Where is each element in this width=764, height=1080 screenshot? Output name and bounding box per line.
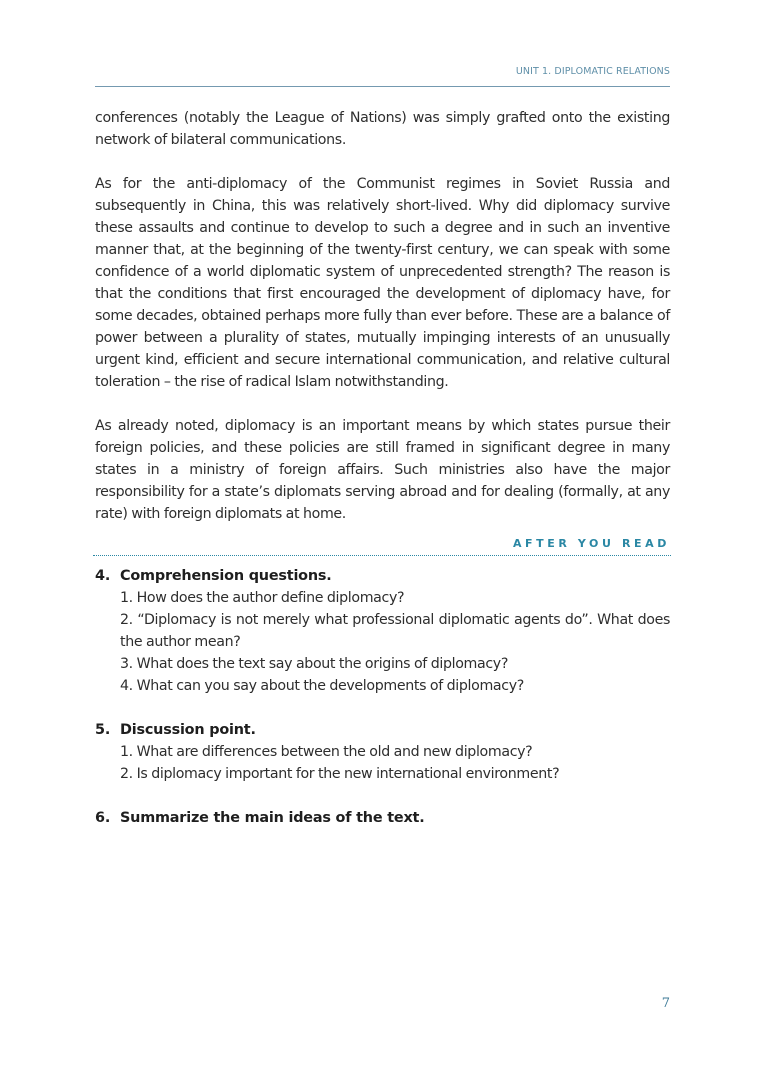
task-comprehension: [95, 565, 670, 697]
question-item: 1. What are differences between the old and new diplomacy?: [120, 744, 533, 760]
question-list: [120, 741, 670, 785]
body-text: [95, 107, 670, 547]
page-number: 7: [661, 996, 670, 1011]
task-heading: [95, 719, 670, 741]
task-summarize: [95, 807, 670, 829]
question-item: 4. What can you say about the developments of diplomacy?: [120, 678, 524, 694]
question-item: 1. How does the author define diplomacy?: [120, 590, 405, 606]
paragraph: conferences (notably the League of Nations) was simply grafted onto the existing network of bilateral communications.: [95, 110, 670, 148]
task-title: Discussion point.: [120, 722, 256, 738]
running-header: UNIT 1. DIPLOMATIC RELATIONS: [515, 66, 670, 77]
task-discussion: [95, 719, 670, 785]
task-number: 5.: [95, 722, 111, 738]
question-item: 2. Is diplomacy important for the new international environment?: [120, 766, 560, 782]
question-item: 3. What does the text say about the origins of diplomacy?: [120, 656, 509, 672]
question-item: 2. “Diplomacy is not merely what professional diplomatic agents do”. What does the author mean?: [120, 612, 670, 650]
paragraph: As already noted, diplomacy is an important means by which states pursue their foreign policies, and these policies are still framed in significant degree in many states in a ministry of foreign affairs. Such ministries also have the major responsibility for a state’s diplomats serving abroad and for dealing (formally, at any rate) with foreign diplomats at home.: [95, 418, 670, 522]
question-list: [120, 587, 670, 697]
dotted-divider: [93, 555, 671, 556]
task-title: Summarize the main ideas of the text.: [120, 810, 425, 826]
task-heading: [95, 565, 670, 587]
header-divider: [95, 86, 670, 87]
paragraph: As for the anti-diplomacy of the Communist regimes in Soviet Russia and subsequently in China, this was relatively short-lived. Why did diplomacy survive these assaults and continue to develop to such a degree and in such an inventive manner that, at the beginning of the twenty-first century, we can speak with some confidence of a world diplomatic system of unprecedented strength? The reason is that the conditions that first encouraged the development of diplomacy have, for some decades, obtained perhaps more fully than ever before. These are a balance of power between a plurality of states, mutually impinging interests of an unusually urgent kind, efficient and secure international communication, and relative cultural toleration – the rise of radical Islam notwithstanding.: [95, 176, 670, 390]
task-number: 6.: [95, 810, 111, 826]
task-number: 4.: [95, 568, 111, 584]
task-heading: [95, 807, 670, 829]
task-title: Comprehension questions.: [120, 568, 332, 584]
after-you-read-heading: AFTER YOU READ: [512, 537, 670, 550]
task-list: [95, 565, 670, 851]
